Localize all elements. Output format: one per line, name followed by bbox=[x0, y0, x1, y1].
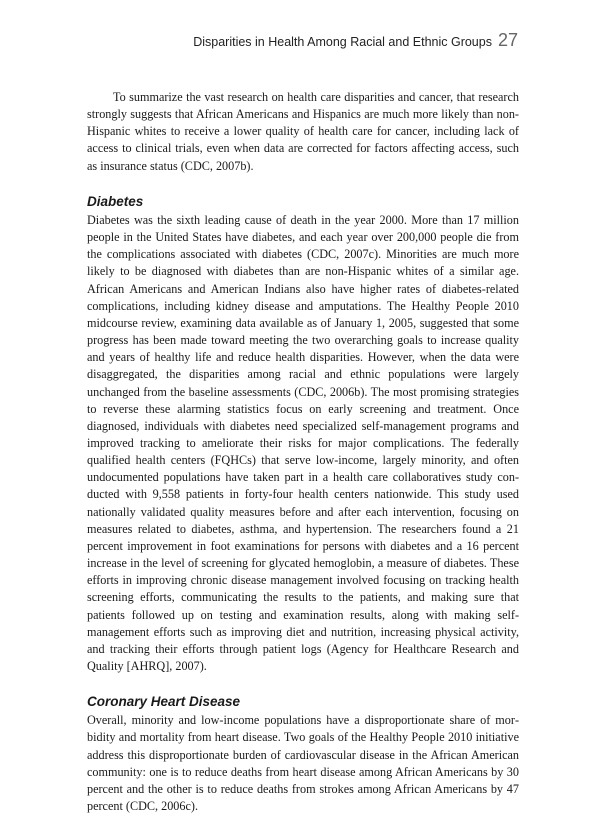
page-number: 27 bbox=[497, 30, 518, 50]
running-title: Disparities in Health Among Racial and Ethnic Groups bbox=[193, 35, 492, 49]
diabetes-paragraph: Diabetes was the sixth leading cause of death in the year 2000. More than 17 million people in the United States have diabetes, and each year over 200,000 people die from the complications associated with diabetes (CDC, 2007c). Minorities are much more likely to be diagnosed with diabetes than are non-Hispanic whites of a similar age. African Americans and American Indians also have higher rates of diabetes-related complications, including kidney disease and amputations. The Healthy People 2010 midcourse review, examining data available as of January 1, 2005, suggested that some progress has been made toward meeting the two overarching goals to increase quality and years of healthy life and reduce health disparities. However, when the data were disaggregated, the disparities among racial and ethnic populations were largely unchanged from the baseline assessments (CDC, 2006b). The most promising strategies to reverse these alarming statistics focus on early screening and treatment. Once diagnosed, individuals with diabetes need specialized self-management programs and improved tracking to ameliorate their risks for major complications. The federally qualified health centers (FQHCs) that serve low-income, largely minority, and often undocumented populations have taken part in a health care collaboratives study conducted with 9,558 patients in forty-four health centers nationwide. This study used nationally validated quality measures before and after each intervention, focusing on measures related to diabetes, asthma, and hypertension. The researchers found a 21 percent improvement in foot examinations for persons with diabetes and a 16 percent increase in the level of screening for glycated hemoglobin, a measure of diabetes. These efforts in improving chronic disease management involved focusing on tracking health screening efforts, communicating the results to the patients, and making sure that patients followed up on testing and examination results, along with making self-management efforts such as improving diet and nutrition, increasing physical activity, and tracking their efforts through patient logs (Agency for Healthcare Research and Quality [AHRQ], 2007). bbox=[87, 212, 519, 673]
section-heading-coronary-heart-disease: Coronary Heart Disease bbox=[87, 694, 241, 710]
intro-paragraph: To summarize the vast research on health care disparities and cancer, that research strongly suggests that African Americans and Hispanics are much more likely than non-Hispanic whites to receive a lower quality of health care for cancer, including lack of access to clinical trials, even when data are corrected for factors affecting access, such as insurance status (CDC, 2007b). bbox=[87, 90, 519, 173]
running-header bbox=[193, 30, 518, 51]
coronary-paragraph: Overall, minority and low-income populations have a disproportionate share of morbidity and mortality from heart disease. Two goals of the Healthy People 2010 initiative address this disproportionate burden of cardiovascular disease in the African American community: one is to reduce deaths from heart disease among African Americans by 30 percent and the other is to reduce deaths from strokes among African Americans by 47 percent (CDC, 2006c). bbox=[87, 713, 519, 814]
body-text bbox=[87, 89, 519, 815]
section-heading-diabetes: Diabetes bbox=[87, 193, 144, 209]
